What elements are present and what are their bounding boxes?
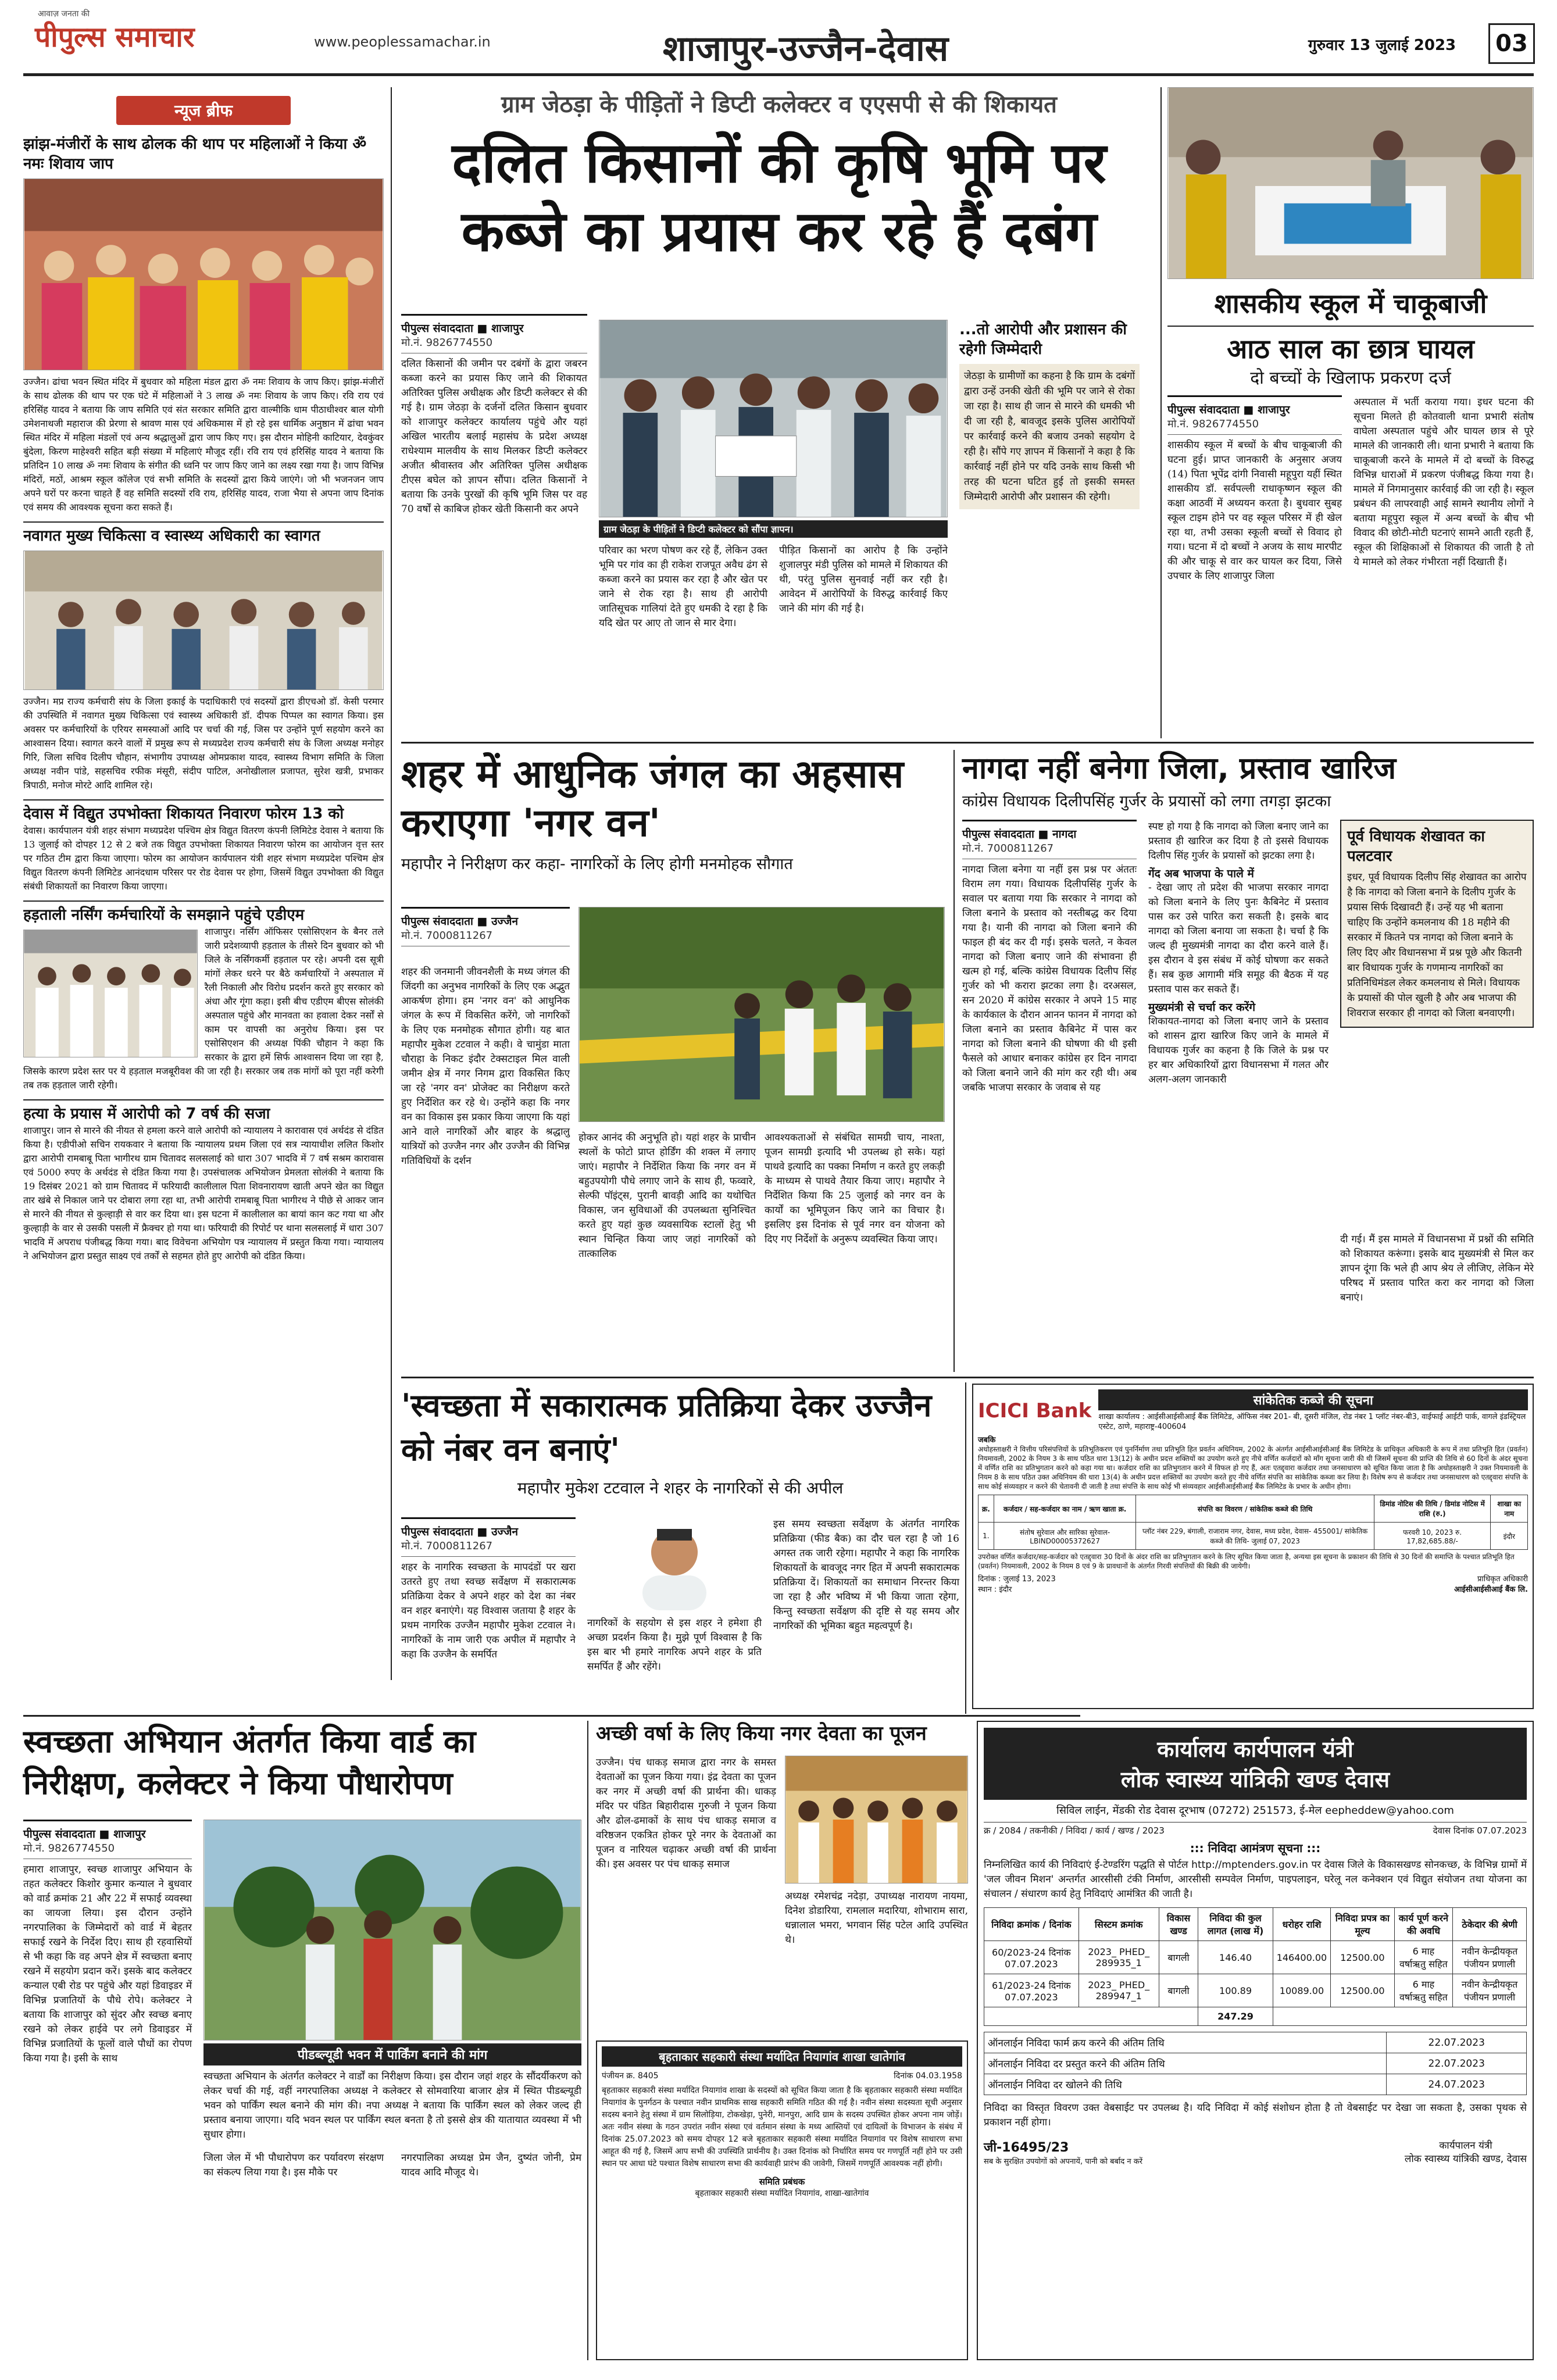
issue-date: गुरुवार 13 जुलाई 2023 xyxy=(1308,37,1456,54)
icici-whereas: जबकि xyxy=(978,1436,996,1445)
brief-1-headline: झांझ-मंजीरों के साथ ढोलक की थाप पर महिलाओं ने किया ॐ नमः शिवाय जाप xyxy=(23,135,367,173)
nagda-body-4: शिकायत-नागदा को जिला बनाए जाने के प्रस्ताव को शासन द्वारा खारिज किए जाने के मामले में विधायक गुर्जर का कहना है कि जिले के प्रश्न पर हर बार अधिकारियों द्वारा विधानसभा में गलत और अलग-अलग जानकारी xyxy=(1148,1016,1329,1085)
lead-mobile: मो.नं. 9826774550 xyxy=(401,335,587,353)
icici-notice-title: सांकेतिक कब्जे की सूचना xyxy=(1098,1389,1528,1410)
nagda-story xyxy=(962,750,1534,1372)
nagarvan-body-1: शहर की जनमानी जीवनशैली के मध्य जंगल की जिंदगी का अनुभव नागरिकों के लिए एक अद्भुत आकर्षण होगा। हम 'नगर वन' को आधुनिक जंगल के रूप में विकसित करेंगे, जो नागरिकों के लिए एक मनमोहक सौगात होगी। यह बात महापौर मुकेश टटवाल ने कही। वे चामुंडा माता चौराहा के निकट इंदौर टेक्सटाइल मिल वाली जमीन क्षेत्र में नगर निगम द्वारा विकसित किए जा रहे 'नगर वन' प्रोजेक्ट का निरीक्षण करते हुए निर्देशित कर रहे थे। उन्होंने कहा कि नगर वन का विकास इस प्रकार किया जाएगा कि यहां आने वाले नागरिकों और बाहर के श्रद्धालु यात्रियों को उज्जैन नगर और उज्जैन की विभिन्न गतिविधियों के दर्शन xyxy=(401,966,570,1167)
nagda-box-body: इधर, पूर्व विधायक दिलीप सिंह शेखावत का आरोप है कि नागदा को जिला बनाने के दिलीप गुर्जर के प्रयास सिर्फ दिखावटी हैं। उन्हें यह भी बताना चाहिए कि उन्होंने कमलनाथ की 18 महीने की सरकार में कितने पत्र नागदा को जिला बनाने के लिए दिए और विधानसभा में प्रश्न पूछे और कितनी बार विधायक गुर्जर के गणमान्य नागरिकों का प्रतिनिधिमंडल लेकर कमलनाथ से मिले। विधायक के प्रयासों की पोल खुली है और अब भाजपा की शिवराज सरकार ही नागदा को जिला बनवाएगी। xyxy=(1347,871,1527,1019)
pwd-th: निविदा प्रपत्र का मूल्य xyxy=(1331,1908,1394,1941)
brief-4-body: शाजापुर। नर्सिंग ऑफिसर एसोसिएशन के बैनर तले जारी प्रदेशव्यापी हड़ताल के तीसरे दिन बुधवार को भी जिले के नर्सिंगकर्मी हड़ताल पर रहे। अपनी दस सूत्री मांगों लेकर धरने पर बैठे कर्मचारियों ने अस्पताल में रैली निकाली और विरोध प्रदर्शन करते हुए सरकार को अंधा और गूंगा कहा। इसी बीच एडीएम बीएस सोलंकी अस्पताल पहुंचे और मानवता का हवाला देकर नर्सों से काम पर वापसी का अनुरोध किया। इस पर एसोसिएशन की अध्यक्ष पिंकी चौहान ने कहा कि सरकार के द्वारा हमें सिर्फ आश्वासन दिया जा रहा है, जिसके कारण प्रदेश स्तर पर ये हड़ताल मजबूरीवश की जा रही है। सरकार जब तक मांगों को पूरा नहीं करेगी तब तक हड़ताल जारी रहेगी। xyxy=(23,926,384,1091)
lead-kicker: ग्राम जेठड़ा के पीड़ितों ने डिप्टी कलेक्टर व एएसपी से की शिकायत xyxy=(501,91,1057,118)
icici-cell: 1. xyxy=(979,1523,994,1550)
page-number: 03 xyxy=(1488,23,1535,64)
icici-place: स्थान : इंदौर xyxy=(978,1585,1012,1594)
cooperative-date: दिनांक 04.03.1958 xyxy=(894,2071,962,2081)
masthead-rule xyxy=(23,73,1534,76)
school-headline-2: आठ साल का छात्र घायल xyxy=(1167,326,1534,366)
brief-2-photo xyxy=(23,551,384,690)
pwd-date-value: 22.07.2023 xyxy=(1387,2032,1527,2053)
news-brief-label: न्यूज ब्रीफ xyxy=(116,96,291,125)
lead-photo xyxy=(599,320,948,517)
pwd-dates-table xyxy=(984,2032,1527,2095)
swachhta-headline: 'स्वच्छता में सकारात्मक प्रतिक्रिया देकर उज्जैन को नंबर वन बनाएं' xyxy=(401,1387,932,1468)
cooperative-notice xyxy=(596,2040,968,2360)
pwd-footer: निविदा का विस्तृत विवरण उक्त वेबसाईट पर उपलब्ध है। यदि निविदा में कोई संशोधन होता है तो वेबसाईट पर देखा जा सकता है, उसका पृथक से प्रकाशन नहीं होगा। xyxy=(984,2102,1527,2128)
icici-row xyxy=(979,1523,1528,1550)
icici-cell: फरवरी 10, 2023 रु. 17,82,685.88/- xyxy=(1374,1523,1491,1550)
icici-cell: प्लॉट नंबर 229, बंगाली, राजाराम नगर, देवास, मध्य प्रदेश, देवास- 455001/ सांकेतिक कब्जे की तिथि- जुलाई 07, 2023 xyxy=(1136,1523,1374,1550)
lead-right-rule xyxy=(1160,87,1162,738)
nagarvan-byline: पीपुल्स संवाददाता ■ उज्जैन xyxy=(401,907,570,928)
ward-headline: स्वच्छता अभियान अंतर्गत किया वार्ड का निरीक्षण, कलेक्टर ने किया पौधारोपण xyxy=(23,1723,476,1802)
swachhta-subheadline: महापौर मुकेश टटवाल ने शहर के नागरिकों से की अपील xyxy=(517,1478,844,1498)
icici-address: शाखा कार्यालय : आईसीआईसीआई बैंक लिमिटेड, ऑफिस नंबर 201- बी, दूसरी मंजिल, रोड नंबर 1 प्लॉट नंबर-बी3, वाईफाई आईटी पार्क, वागले इंडस्ट्रियल एस्टेट, ठाणे, महाराष्ट्र-400604 xyxy=(1098,1413,1526,1431)
school-mobile: मो.नं. 9826774550 xyxy=(1167,417,1342,435)
brief-3-headline: देवास में विद्युत उपभोक्ता शिकायत निवारण फोरम 13 को xyxy=(23,799,384,824)
pwd-cell: 2023_ PHED_ 289935_1 xyxy=(1079,1941,1159,1974)
nagda-mobile: मो.नं. 7000811267 xyxy=(962,841,1137,859)
pwd-th: धरोहर राशि xyxy=(1273,1908,1331,1941)
cooperative-title: बृहताकार सहकारी संस्था मर्यादित नियागांव शाखा खातेगांव xyxy=(602,2046,962,2067)
school-photo xyxy=(1167,87,1534,279)
pwd-date-value: 24.07.2023 xyxy=(1387,2074,1527,2095)
lead-photo-caption: ग्राम जेठड़ा के पीड़ितों ने डिप्टी कलेक्टर को सौंपा ज्ञापन। xyxy=(599,520,948,538)
pwd-date-label: ऑनलाईन निविदा फार्म क्रय करने की अंतिम तिथि xyxy=(984,2032,1387,2053)
table-row xyxy=(984,1974,1527,2007)
swachhta-mobile: मो.नं. 7000811267 xyxy=(401,1539,576,1557)
ward-mobile: मो.नं. 9826774550 xyxy=(23,1841,192,1859)
icici-cell: इंदौर xyxy=(1491,1523,1528,1550)
pwd-cell: 60/2023-24 दिनांक 07.07.2023 xyxy=(984,1941,1079,1974)
icici-cell: संतोष सुरेवाल और सारिका सुरेवाल- LBIND00005372627 xyxy=(994,1523,1136,1550)
icici-logo: ICICI Bank xyxy=(978,1399,1092,1423)
table-total-row xyxy=(984,2007,1527,2026)
masthead xyxy=(0,0,1557,81)
table-row xyxy=(984,2074,1527,2095)
icici-notice xyxy=(972,1384,1534,1709)
cooperative-body: बृहताकार सहकारी संस्था मर्यादित नियागांव शाखा के सदस्यों को सूचित किया जाता है कि बृहताकार सहकारी संस्था मर्यादित नियागांव के पुनर्गठन के पश्चात नवीन प्राथमिक साख सहकारी समिति गठित की गई है। नवीन संस्था सदस्यता सूची अनुसार सदस्य बनाने हेतु संस्था में ग्राम सिलोड़िया, टोकखेड़ा, पुनेरी, मानपुरा, आदि ग्राम के सदस्य उपस्थित होकर अपना नाम जोड़ें। अतः नवीन संस्था के गठन उपरांत नवीन संस्था एवं वर्तमान संस्था के मध्य आस्तियों एवं दायित्वों के विभाजन के संबंध में दिनांक 25.07.2023 को समय दोपहर 12 बजे बृहताकार सहकारी संस्था मर्यादित नियागांव पर विशेष साधारण सभा आहूत की गई है, जिसमें आप सभी की उपस्थिति प्रार्थनीय है। उक्त दिनांक को निर्धारित समय पर गणपूर्ति नहीं होने पर उसी स्थान पर आधा घंटे पश्चात विशेष साधारण सभा की कार्यवाही प्रारंभ की जावेगी, जिसमें गणपूर्ति आवश्यक नहीं होगी। xyxy=(602,2086,962,2168)
masthead-logo: पीपुल्स समाचार xyxy=(35,21,195,53)
pwd-th: विकास खण्ड xyxy=(1159,1908,1198,1941)
pwd-date-label: ऑनलाईन निविदा दर खोलने की तिथि xyxy=(984,2074,1387,2095)
pwd-cell: 10089.00 xyxy=(1273,1974,1331,2007)
ward-body-2: स्वच्छता अभियान के अंतर्गत कलेक्टर ने वार्डों का निरीक्षण किया। इस दौरान जहां शहर के सौंदर्यीकरण को लेकर चर्चा की गई, वहीं नगरपालिका अध्यक्ष ने कलेक्टर से सोमवारिया बाजार क्षेत्र में स्थित पीडब्ल्यूडी भवन को पार्किंग स्थल बनाने की मांग की। नपा अध्यक्ष ने बताया कि पार्किंग स्थल को लेकर जल्द ही प्रस्ताव बनाया जाएगा। यदि भवन स्थल पर पार्किंग स्थल बनता है तो इससे क्षेत्र की यातायात व्यवस्था में भी सुधार होगा। xyxy=(203,2071,581,2140)
pwd-th: ठेकेदार की श्रेणी xyxy=(1453,1908,1527,1941)
icici-table xyxy=(978,1495,1528,1550)
nagarvan-subheadline: महापौर ने निरीक्षण कर कहा- नागरिकों के लिए होगी मनमोहक सौगात xyxy=(401,855,793,873)
pwd-notice-body: निम्नलिखित कार्य की निविदाएं ई-टेण्डरिंग पद्धति से पोर्टल http://mptenders.gov.in पर देवास जिले के विकासखण्ड सोनकच्छ, के विभिन्न ग्रामों में 'जल जीवन मिशन' अन्तर्गत आरसीसी टंकी निर्माण, आरसीसी सम्पवेल निर्माण, पाइपलाइन, घरेलू नल कनेक्शन एवं विद्युत संयोजन तथा योजना का संचालन / संधारण कार्य हेतु निविदाएं आमंत्रित की जाती है। xyxy=(984,1859,1527,1900)
cooperative-signatory: समिति प्रबंधक xyxy=(759,2177,805,2187)
lead-body-2: परिवार का भरण पोषण कर रहे हैं, लेकिन उक्त भूमि पर गांव का ही राकेश राजपूत अवैध ढंग से कब्जा करने का प्रयास कर रहा है और खेत पर जाने से रोक रहा है। साथ ही आरोपी जातिसूचक गालियां देते हुए धमकी दे रहा है कि यदि खेत पर आए तो जान से मार देगा। xyxy=(599,545,767,629)
swachhta-byline: पीपुल्स संवाददाता ■ उज्जैन xyxy=(401,1517,576,1539)
swachhta-body-3: इस समय स्वच्छता सर्वेक्षण के अंतर्गत नागरिक प्रतिक्रिया (फीड बैक) का दौर चल रहा है जो 16 अगस्त तक जारी रहेगा। महापौर ने कहा कि नागरिक शिकायतों के बावजूद नगर हित में अपनी सकारात्मक प्रतिक्रिया दें। शिकायतों का समाधान निरन्तर किया जा रहा है और भविष्य में भी किया जाता रहेगा, किन्तु स्वच्छता सर्वेक्षण की दृष्टि से यह समय और नागरिकों की भूमिका बहुत महत्वपूर्ण है। xyxy=(773,1518,959,1632)
school-story xyxy=(1167,87,1534,738)
pwd-cell: 6 माह वर्षाऋतु सहित xyxy=(1394,1974,1452,2007)
nagda-body-2: स्पष्ट हो गया है कि नागदा को जिला बनाए जाने का प्रस्ताव ही खारिज कर दिया है तो इससे विधायक दिलीप सिंह गुर्जर के प्रयासों को झटका लगा है। xyxy=(1148,821,1329,862)
brief-4-headline: हड़ताली नर्सिंग कर्मचारियों के समझाने पहुंचे एडीएम xyxy=(23,900,384,925)
nagarvan-photo xyxy=(578,907,945,1122)
swachhta-story xyxy=(401,1384,959,1709)
pwd-cell: बागली xyxy=(1159,1941,1198,1974)
brief-1-body: उज्जैन। ढांचा भवन स्थित मंदिर में बुधवार को महिला मंडल द्वारा ॐ नमः शिवाय के जाप किए। झांझ-मंजीरों के साथ ढोलक की थाप पर एक घंटे में महिलाओं ने 3 लाख ॐ नमः शिवाय के जाप किए। रवि राय एवं हरिसिंह यादव ने बताया कि जाप समिति एवं संत सरकार समिति द्वारा वाल्मीकि धाम पीठाधीश्वर बाल योगी उमेशनाथजी महाराज की प्रेरणा से श्रावण मास एवं अधिकमास में हो रहे इस धार्मिक अनुष्ठान में ढांचा भवन स्थित मंदिर में महिला मंडलों एवं अन्य श्रद्धालुओं द्वारा जाप किए गए। इस दौरान मोहिनी काटियार, देवकुंवर बुंदेला, किरण माहेश्वरी सहित बड़ी संख्या में महिलाएं मौजूद रहीं। रवि राय एवं हरिसिंह यादव ने बताया कि प्रतिदिन 10 लाख ॐ नमः शिवाय के संगीत की ध्वनि पर जाप किए जाने का लक्ष्य रखा गया है। जाप विभिन्न मंदिरों, मठों, आश्रम स्कूल कॉलेज एवं सभी समिति के सदस्यों द्वारा किये जाएंगे। जो भी भजनजन जाप अपने घरों पर करना चाहते हैं वह समिति सदस्यों रवि राय, हरिसिंह यादव, राजा भैया से अपना जाप दिनांक एवं समय की आवश्यक सूचना करा सकते हैं। xyxy=(23,376,384,513)
school-body-2: अस्पताल में भर्ती कराया गया। इधर घटना की सूचना मिलते ही कोतवाली थाना प्रभारी संतोष वाघेला अस्पताल पहुंचे और घायल छात्र से पूरे मामले की जानकारी ली। थाना प्रभारी ने बताया कि चाकूबाजी करने के मामले में दो बच्चों के विरुद्ध विभिन्न धाराओं में प्रकरण पंजीबद्ध किया गया है। मामले में निगमानुसार कार्रवाई की जा रही है। स्कूल प्रबंधन की लापरवाही आई सामने स्थानीय लोगों ने बताया महूपुरा स्कूल में अन्य बच्चों के बीच भी विवाद की छोटी-मोटी घटनाएं सामने आती रहती हैं, स्कूल की शिक्षिकाओं से शिकायत की जाती है तो ये मामले को लेकर गंभीरता नहीं दिखाती हैं। xyxy=(1354,396,1534,568)
pwd-notice-heading: ::: निविदा आमंत्रण सूचना ::: xyxy=(1190,1841,1321,1855)
pwd-th: कार्य पूर्ण करने की अवधि xyxy=(1394,1908,1452,1941)
pwd-total: 247.29 xyxy=(1198,2007,1273,2026)
nagda-body-1: नागदा जिला बनेगा या नहीं इस प्रश्न पर अंततः विराम लग गया। विधायक दिलीपसिंह गुर्जर के सवाल पर बताया गया कि सरकार ने नागदा को जिला बनाने के प्रस्ताव को नस्तीबद्ध कर दिया गया है। यानी की नागदा को जिला बनाने की फाइल ही बंद कर दी गई। इसके चलते, न केवल नागदा को जिला बनाए जाने की संभावना ही खत्म हो गई, बल्कि कांग्रेस विधायक दिलीप सिंह गुर्जर को भी करारा झटका लगा है। दरअसल, सन 2020 में कांग्रेस सरकार ने अपने 15 माह के कार्यकाल के दौरान आनन फानन में नागदा को जिला बनाने का प्रस्ताव कैबिनेट में पास कर नागदा को जिला बनाने की घोषणा की थी इसी फैसले को आधार बनाकर कांग्रेस हर दिन नागदा को जिला बनाने जाने की मांग कर रही थी। अब जबकि भाजपा सरकार के जवाब से यह xyxy=(962,864,1137,1093)
ward-body-3: जिला जेल में भी पौधारोपण कर पर्यावरण संरक्षण का संकल्प लिया गया है। इस मौके पर xyxy=(203,2152,384,2178)
pwd-signatory: कार्यपालन यंत्री xyxy=(1439,2140,1492,2152)
school-subheadline: दो बच्चों के खिलाफ प्रकरण दर्ज xyxy=(1250,368,1451,388)
pwd-ref-date: देवास दिनांक 07.07.2023 xyxy=(1433,1825,1527,1836)
table-row xyxy=(984,1941,1527,1974)
news-brief-column xyxy=(23,84,384,1683)
pwd-title-2: लोक स्वास्थ्य यांत्रिकी खण्ड देवास xyxy=(1120,1767,1390,1792)
swachhta-body-2: नागरिकों के सहयोग से इस शहर ने हमेशा ही अच्छा प्रदर्शन किया है। मुझे पूर्ण विश्वास है कि इस बार भी हमारे नागरिक अपने शहर के प्रति समर्पित हैं और रहेंगे। xyxy=(587,1617,762,1673)
pwd-date-value: 22.07.2023 xyxy=(1387,2053,1527,2074)
icici-signatory-bank: आईसीआईसीआई बैंक लि. xyxy=(1454,1585,1528,1594)
pwd-cell: 100.89 xyxy=(1198,1974,1273,2007)
pwd-header xyxy=(984,1728,1527,1800)
nagarvan-body-3: आवश्यकताओं से संबंधित सामग्री चाय, नाश्ता, पूजन सामग्री इत्यादि भी उपलब्ध हो सके। यहां पाथवे इत्यादि का पक्का निर्माण न करते हुए लकड़ी के माध्यम से पाथवे तैयार किया जाए। महापौर ने निर्देशित किया कि 25 जुलाई को नगर वन के कार्यों का भूमिपूजन किए जाने का विचार है। इसलिए इस दिनांक से पूर्व नगर वन योजना को दिए गए निर्देशों के अनुरूप व्यवस्थित किया जाए। xyxy=(765,1132,945,1245)
pwd-cell: 2023_ PHED_ 289947_1 xyxy=(1079,1974,1159,2007)
pwd-cell: 61/2023-24 दिनांक 07.07.2023 xyxy=(984,1974,1079,2007)
pwd-th: सिस्टम क्रमांक xyxy=(1079,1908,1159,1941)
cooperative-reg: पंजीयन क्र. 8405 xyxy=(602,2071,659,2081)
brief-4-photo xyxy=(23,930,198,1057)
pwd-signatory-office: लोक स्वास्थ्य यांत्रिकी खण्ड, देवास xyxy=(1404,2153,1527,2165)
cooperative-signatory-org: बृहताकार सहकारी संस्था मर्यादित नियागांव, शाखा-खातेगांव xyxy=(695,2189,869,2198)
icici-body: अधोहस्ताक्षरी ने वित्तीय परिसंपत्तियों के प्रतिभूतिकरण एवं पुनर्निर्माण तथा प्रतिभूति हित प्रवर्तन अधिनियम, 2002 के अंतर्गत आईसीआईसीआई बैंक लिमिटेड के प्राधिकृत अधिकारी के रूप में तथा प्रतिभूति हित (प्रवर्तन) नियमावली, 2002 के नियम 3 के साथ पठित धारा 13(12) के अधीन प्रदत्त शक्तियों का उपयोग करते हुए नीचे वर्णित कर्जदारों को माँग सूचना जारी की थी जिसमें सूचना की प्राप्ति की तिथि से 60 दिनों के अंदर सूचना में वर्णित राशि का प्रतिभुगतान करने को कहा गया था। कर्जदार राशि का प्रतिभुगतान करने में विफल हो गए हैं, अतः एतद्द्वारा कर्जदार तथा जनसाधारण को सूचित किया जाता है कि अधोहस्ताक्षरी ने उक्त नियमावली के नियम 8 के साथ पठित उक्त अधिनियम की धारा 13(4) के अधीन प्रदत्त शक्तियों का उपयोग करते हुए नीचे वर्णित संपत्ति का सांकेतिक कब्जा कर लिया है। विशेष रूप से कर्जदार तथा जनसाधारण को एतद्द्वारा संपत्ति के साथ कोई संव्यवहार न करने की चेतावनी दी जाती है तथा संपत्ति के साथ कोई भी संव्यवहार आईसीआईसीआई बैंक लिमिटेड के प्रभार के अधीन होगा। xyxy=(978,1445,1528,1491)
lead-byline: पीपुल्स संवाददाता ■ शाजापुर xyxy=(401,314,587,335)
nagda-box-headline: पूर्व विधायक शेखावत का पलटवार xyxy=(1347,828,1485,865)
school-headline: शासकीय स्कूल में चाकूबाजी xyxy=(1214,288,1487,319)
nagarvan-body-2: होकर आनंद की अनुभूति हो। यहां शहर के प्राचीन स्थलों के फोटो प्राप्त होर्डिंग की शक्ल में लगाए जाएं। महापौर ने निर्देशित किया कि नगर वन में बहुउपयोगी पौधे लगाए जाने के साथ ही, फव्वारे, सेल्फी पॉइंट्स, पुरानी बावड़ी आदि का यथोचित विकास, जन सुविधाओं की उपलब्धता सुनिश्चित करते हुए यहां कुछ व्यवसायिक स्टालों हेतु भी स्थान चिन्हित किया जाए जहां नागरिकों को तात्कालिक xyxy=(578,1132,756,1260)
icici-th-3: संपत्ति का विवरण / सांकेतिक कब्जे की तिथि xyxy=(1136,1495,1374,1523)
nagda-subheadline: कांग्रेस विधायक दिलीपसिंह गुर्जर के प्रयासों को लगा तगड़ा झटका xyxy=(962,792,1331,810)
section-rule-1 xyxy=(401,742,1534,744)
icici-th-4: डिमांड नोटिस की तिथि / डिमांड नोटिस में राशि (रु.) xyxy=(1374,1495,1491,1523)
pwd-cell: 146400.00 xyxy=(1273,1941,1331,1974)
nagda-byline: पीपुल्स संवाददाता ■ नागदा xyxy=(962,820,1137,841)
section-rule-2 xyxy=(401,1377,1534,1378)
icici-footer: उपरोक्त वर्णित कर्जदार/सह-कर्जदार को एतद्द्वारा 30 दिनों के अंदर राशि का प्रतिभुगतान करने के लिए सूचित किया जाता है, अन्यथा इस सूचना के प्रकाशन की तिथि से 30 दिनों की समाप्ति के पश्चात प्रतिभूति हित (प्रवर्तन) नियमावली, 2002 के नियम 8 एवं 9 के प्रावधानों के अंतर्गत गिरवी संपत्तियों की बिक्री की जायेगी। xyxy=(978,1553,1515,1570)
school-body-1: शासकीय स्कूल में बच्चों के बीच चाकूबाजी की घटना हुई। प्राप्त जानकारी के अनुसार अजय (14) पिता भूपेंद्र दांगी निवासी महूपुरा यहीं स्थित शासकीय डॉ. सर्वपल्ली राधाकृष्णन स्कूल की कक्षा आठवीं में अध्ययन करता है। बुधवार सुबह स्कूल टाइम होने पर वह स्कूल परिसर में ही खेल रहा था, तभी उसका स्कूली बच्चों से विवाद हो गया। घटना में दो बच्चों ने अजय के साथ मारपीट की और चाकू से वार कर घायल कर दिया, जिसे उपचार के लिए शाजापुर जिला xyxy=(1167,439,1342,582)
icici-date: दिनांक : जुलाई 13, 2023 xyxy=(978,1575,1056,1584)
puja-body-1: उज्जैन। पंच धाकड़ समाज द्वारा नगर के समस्त देवताओं का पूजन किया गया। इंद्र देवता का पूजन कर नगर में अच्छी वर्षा की प्रार्थना की। धाकड़ मंदिर पर पंडित बिहारीदास गुरुजी ने पूजन किया और ढोल-ढमाकों के साथ पंच धाकड़ समाज व वरिष्ठजन एकत्रित होकर पूरे नगर के देवताओं का पूजन व नारियल चढ़ाकर अच्छी वर्षा की प्रार्थना की। इस अवसर पर पंच धाकड़ समाज xyxy=(596,1757,776,1870)
ward-body-1: हमारा शाजापुर, स्वच्छ शाजापुर अभियान के तहत कलेक्टर किशोर कुमार कन्याल ने बुधवार को वार्ड क्रमांक 21 और 22 में सफाई व्यवस्था का जायजा लिया। इस दौरान उन्होंने नगरपालिका के जिम्मेदारों को वार्ड में बेहतर सफाई रखने के निर्देश दिए। साथ ही रहवासियों से भी कहा कि वह अपने क्षेत्र में स्वच्छता बनाए रखने में सहयोग प्रदान करें। इसके बाद कलेक्टर कन्याल एबी रोड पर पहुंचे और यहां डिवाइडर में विभिन्न प्रजातियों के पौधे रोपे। कलेक्टर ने बताया कि शाजापुर को सुंदर और स्वच्छ बनाए रखने को लेकर हाईवे पर लगे डिवाइडर में विभिन्न प्रजातियों के फूलों वाले पौधों का रोपण किया गया है। इसी के साथ xyxy=(23,1864,192,2064)
ward-body-4: नगरपालिका अध्यक्ष प्रेम जैन, दुष्यंत जोनी, प्रेम यादव आदि मौजूद थे। xyxy=(401,2152,581,2178)
ward-photo-caption: पीडब्ल्यूडी भवन में पार्किंग बनाने की मांग xyxy=(203,2043,581,2065)
nagarvan-right-rule xyxy=(954,750,955,1372)
icici-th-5: शाखा का नाम xyxy=(1491,1495,1528,1523)
nagarvan-story xyxy=(401,750,948,1389)
brief-3-body: देवास। कार्यपालन यंत्री शहर संभाग मध्यप्रदेश पश्चिम क्षेत्र विद्युत वितरण कंपनी लिमिटेड देवास ने बताया कि 13 जुलाई को दोपहर 12 से 2 बजे तक विद्युत उपभोक्ता शिकायत निवारण फोरम का आयोजन वृत्त स्तर पर गठित टीम द्वारा किया जाएगा। फोरम का आयोजन कार्यपालन यंत्री शहर संभाग मध्यप्रदेश पश्चिम क्षेत्र विद्युत वितरण कंपनी लिमिटेड आनंदधाम परिसर पर रोड देवास पर होगा, जिसमें विद्युत उपभोक्ता की विद्युत संबंधी शिकायतों का निवारण किया जाएगा। xyxy=(23,825,384,892)
nagda-subhead-1: गेंद अब भाजपा के पाले में xyxy=(1148,867,1254,880)
table-row xyxy=(984,2053,1527,2074)
nagda-body-3: - देखा जाए तो प्रदेश की भाजपा सरकार नागदा को जिला बनाने के लिए पुनः कैबिनेट में प्रस्ताव पास कर उसे पारित करा सकती है। इसके बाद नागदा को जिला बनाया जा सकता है। चर्चा है कि जल्द ही मुख्यमंत्री नागदा का दौरा करने वाले हैं। इस दौरान वे इस संबंध में कोई घोषणा कर सकते हैं। सब कुछ आगामी मंत्रि समूह की बैठक में यह प्रस्ताव पास कर सकते हैं। xyxy=(1148,882,1329,995)
brief-2-headline: नवागत मुख्य चिकित्सा व स्वास्थ्य अधिकारी का स्वागत xyxy=(23,521,384,546)
pwd-title-1: कार्यालय कार्यपालन यंत्री xyxy=(1157,1736,1354,1762)
pwd-cell: 6 माह वर्षाऋतु सहित xyxy=(1394,1941,1452,1974)
pwd-cell: नवीन केन्द्रीयकृत पंजीयन प्रणाली xyxy=(1453,1974,1527,2007)
nagda-body-5: दी गई। मैं इस मामले में विधानसभा में प्रश्नों की समिति को शिकायत करूंगा। इसके बाद मुख्यमंत्री से मिल कर ज्ञापन दूंगा कि भले ही आप श्रेय ले लीजिए, लेकिन मेरे परिषद में प्रस्ताव पारित करा कर नागदा को जिला बनाएं। xyxy=(1340,1234,1534,1303)
masthead-tagline: आवाज़ जनता की xyxy=(38,9,90,19)
pwd-th: निविदा क्रमांक / दिनांक xyxy=(984,1908,1079,1941)
pwd-code-note: सब के सुरक्षित उपयोगों को अपनायें, पानी को बर्बाद न करें xyxy=(984,2157,1143,2166)
nagda-box xyxy=(1340,820,1534,1028)
icici-th-2: कर्जदार / सह-कर्जदार का नाम / ऋण खाता क्र. xyxy=(994,1495,1136,1523)
pwd-tender-notice xyxy=(977,1721,1534,2360)
lead-side-body: जेठड़ा के ग्रामीणों का कहना है कि ग्राम के दबंगों द्वारा उन्हें उनकी खेती की भूमि पर जाने से रोका जा रहा है। साथ ही जान से मारने की धमकी भी दी जा रही है, बावजूद इसके पुलिस आरोपियों पर कार्रवाई करने की बजाय उनको सहयोग दे रही है। सौंपे गए ज्ञापन में किसानों ने कहा है कि कार्रवाई नहीं होने पर यदि उनके साथ किसी भी तरह की घटना घटित हुई तो इसकी समस्त जिम्मेदारी आरोपी और प्रशासन की रहेगी। xyxy=(959,364,1140,509)
pwd-cell: बागली xyxy=(1159,1974,1198,2007)
swachhta-body-1: शहर के नागरिक स्वच्छता के मापदंडों पर खरा उतरते हुए तथा स्वच्छ सर्वेक्षण में सकारात्मक प्रतिक्रिया देकर वे अपने शहर को देश का नंबर वन शहर बनाएंगे। यह विश्वास जताया है शहर के प्रथम नागरिक उज्जैन महापौर मुकेश टटवाल ने। नागरिकों के नाम जारी एक अपील में महापौर ने कहा कि उज्जैन के समर्पित xyxy=(401,1561,576,1660)
pwd-code: जी-16495/23 xyxy=(984,2140,1069,2155)
pwd-tender-table xyxy=(984,1907,1527,2026)
lead-body-3: पीड़ित किसानों का आरोप है कि उन्होंने शुजालपुर मंडी पुलिस को मामले में शिकायत की थी, परंतु पुलिस सुनवाई नहीं कर रही है। आवेदन में आरोपियों के विरुद्ध कार्रवाई किए जाने की मांग की गई है। xyxy=(779,545,948,614)
mayor-photo xyxy=(587,1517,762,1610)
ward-right-rule xyxy=(587,1721,588,2360)
puja-body-2: अध्यक्ष रमेशचंद्र नदेड़ा, उपाध्यक्ष नारायण नायमा, दिनेश डोडारिया, रामलाल मदारिया, शोभाराम सारा, धन्नालाल भमरा, भगवान सिंह पटेल आदि उपस्थित थे। xyxy=(785,1891,968,1946)
masthead-url[interactable]: www.peoplessamachar.in xyxy=(314,34,491,50)
lead-headline: दलित किसानों की कृषि भूमि पर कब्जे का प्रयास कर रहे हैं दबंग xyxy=(452,130,1106,264)
lead-side-headline: ...तो आरोपी और प्रशासन की रहेगी जिम्मेदारी xyxy=(959,321,1127,358)
brief-1-photo xyxy=(23,178,384,370)
icici-th-1: क्र. xyxy=(979,1495,994,1523)
puja-headline: अच्छी वर्षा के लिए किया नगर देवता का पूजन xyxy=(596,1722,927,1745)
swachhta-right-rule xyxy=(965,1382,966,1714)
section-title: शाजापुर-उज्जैन-देवास xyxy=(663,28,949,69)
ward-photo xyxy=(203,1820,581,2040)
pwd-cell: 146.40 xyxy=(1198,1941,1273,1974)
brief-2-body: उज्जैन। मप्र राज्य कर्मचारी संघ के जिला इकाई के पदाधिकारी एवं सदस्यों द्वारा डीएचओ डॉ. केसी परमार की उपस्थिति में नवागत मुख्य चिकित्सा एवं स्वास्थ्य अधिकारी डॉ. दीपक पिप्पल का स्वागत किया। इस अवसर पर कर्मचारियों के एरियर समस्याओं आदि पर चर्चा की गई, जिस पर उन्होंने पूर्ण सहयोग करने का आश्वासन दिया। स्वागत करने वालों में प्रमुख रूप से मध्यप्रदेश राज्य कर्मचारी संघ के जिला अध्यक्ष मनोहर गिरि, जिला सचिव दिलीप चौहान, संभागीय उपाध्यक्ष ओमप्रकाश यादव, स्वास्थ्य विभाग समिति के जिला अध्यक्ष नवीन पांडे, सहसचिव रफीक मंसूरी, संदीप पाटिल, अनोखीलाल प्रजापत, सुरेश खत्री, प्रभाकर त्रिपाठी, मनोज मोरटे आदि शामिल रहे। xyxy=(23,696,384,791)
brief-5-body: शाजापुर। जान से मारने की नीयत से हमला करने वाले आरोपी को न्यायालय ने कारावास एवं अर्थदंड से दंडित किया है। एडीपीओ सचिन रायकवार ने बताया कि न्यायालय प्रथम जिला एवं सत्र न्यायाधीश ललित किशोर द्वारा आरोपी रामबाबू पिता भागीरथ ग्राम चितावद सलसलाई को धारा 307 भादवि में 7 वर्ष सश्रम कारावास एवं 5000 रुपए के अर्थदंड से दंडित किया गया है। उपसंचालक अभियोजन प्रेमलता सोलंकी ने बताया कि 19 दिसंबर 2021 को ग्राम चितावद में फरियादी कालीलाल पिता शिवनारायण खाती अपने खेत का विद्युत तार खंबे से निकाल जाने पर दोबारा लगा रहा था, तभी आरोपी रामबाबू पिता भागीरथ ने पीछे से आकर जान से मारने की नीयत से कुल्हाड़ी से वार कर दिया था। इस घटना में कालीलाल का बायां कान कट गया था और कुल्हाड़ी के वार से उसकी पसली में फ्रैक्चर हो गया था। फरियादी की रिपोर्ट पर थाना सलसलाई में धारा 307 भादवि में अपराध पंजीबद्ध किया गया। बाद विवेचना अभियोग पत्र न्यायालय में प्रस्तुत किया गया। न्यायालय ने अभियोजन द्वारा प्रस्तुत साक्ष्य एवं तर्कों से सहमत होते हुए आरोपी को दंडित किया। xyxy=(23,1125,384,1262)
pwd-cell: 12500.00 xyxy=(1331,1941,1394,1974)
nagda-headline: नागदा नहीं बनेगा जिला, प्रस्ताव खारिज xyxy=(962,751,1397,786)
lead-body-1: दलित किसानों की जमीन पर दबंगों के द्वारा जबरन कब्जा करने का प्रयास किए जाने की शिकायत अतिरिक्त पुलिस अधीक्षक और डिप्टी कलेक्टर से की गई है। ग्राम जेठड़ा के दर्जनों दलित किसान बुधवार को शाजापुर कलेक्टर कार्यालय पहुंचे और यहां अखिल भारतीय बलाई महासंघ के प्रदेश अध्यक्ष राधेश्याम मालवीय के साथ मिलकर डिप्टी कलेक्टर अजीत श्रीवास्तव और अतिरिक्त पुलिस अधीक्षक टीएस बघेल को ज्ञापन सौंपा। दलित किसानों ने बताया कि उनके पुरखों की कृषि भूमि जिस पर वह 70 वर्षों से काबिज होकर खेती किसानी कर अपने xyxy=(401,358,587,515)
nagarvan-mobile: मो.नं. 7000811267 xyxy=(401,928,570,946)
icici-signatory: प्राधिकृत अधिकारी xyxy=(1477,1575,1528,1584)
nagarvan-headline: शहर में आधुनिक जंगल का अहसास कराएगा 'नगर वन' xyxy=(401,752,904,845)
pwd-th: निविदा की कुल लागत (लाख में) xyxy=(1198,1908,1273,1941)
brief-5-headline: हत्या के प्रयास में आरोपी को 7 वर्ष की सजा xyxy=(23,1099,384,1124)
pwd-cell: नवीन केन्द्रीयकृत पंजीयन प्रणाली xyxy=(1453,1941,1527,1974)
section-rule-3 xyxy=(23,1715,1080,1717)
school-byline: पीपुल्स संवाददाता ■ शाजापुर xyxy=(1167,395,1342,417)
left-column-rule xyxy=(391,87,392,1680)
ward-story xyxy=(23,1721,581,2360)
puja-photo xyxy=(785,1756,968,1884)
nagda-subhead-2: मुख्यमंत्री से चर्चा कर करेंगे xyxy=(1148,1001,1256,1014)
lead-story xyxy=(401,87,1157,727)
ward-byline: पीपुल्स संवाददाता ■ शाजापुर xyxy=(23,1820,192,1841)
pwd-date-label: ऑनलाईन निविदा दर प्रस्तुत करने की अंतिम तिथि xyxy=(984,2053,1387,2074)
table-row xyxy=(984,2032,1527,2053)
pwd-ref: क्र / 2084 / तकनीकी / निविदा / कार्य / खण्ड / 2023 xyxy=(984,1825,1165,1836)
pwd-contact: सिविल लाईन, मेंडकी रोड देवास दूरभाष (07272) 251573, ई-मेल eepheddew@yahoo.com xyxy=(1056,1804,1454,1817)
pwd-cell: 12500.00 xyxy=(1331,1974,1394,2007)
